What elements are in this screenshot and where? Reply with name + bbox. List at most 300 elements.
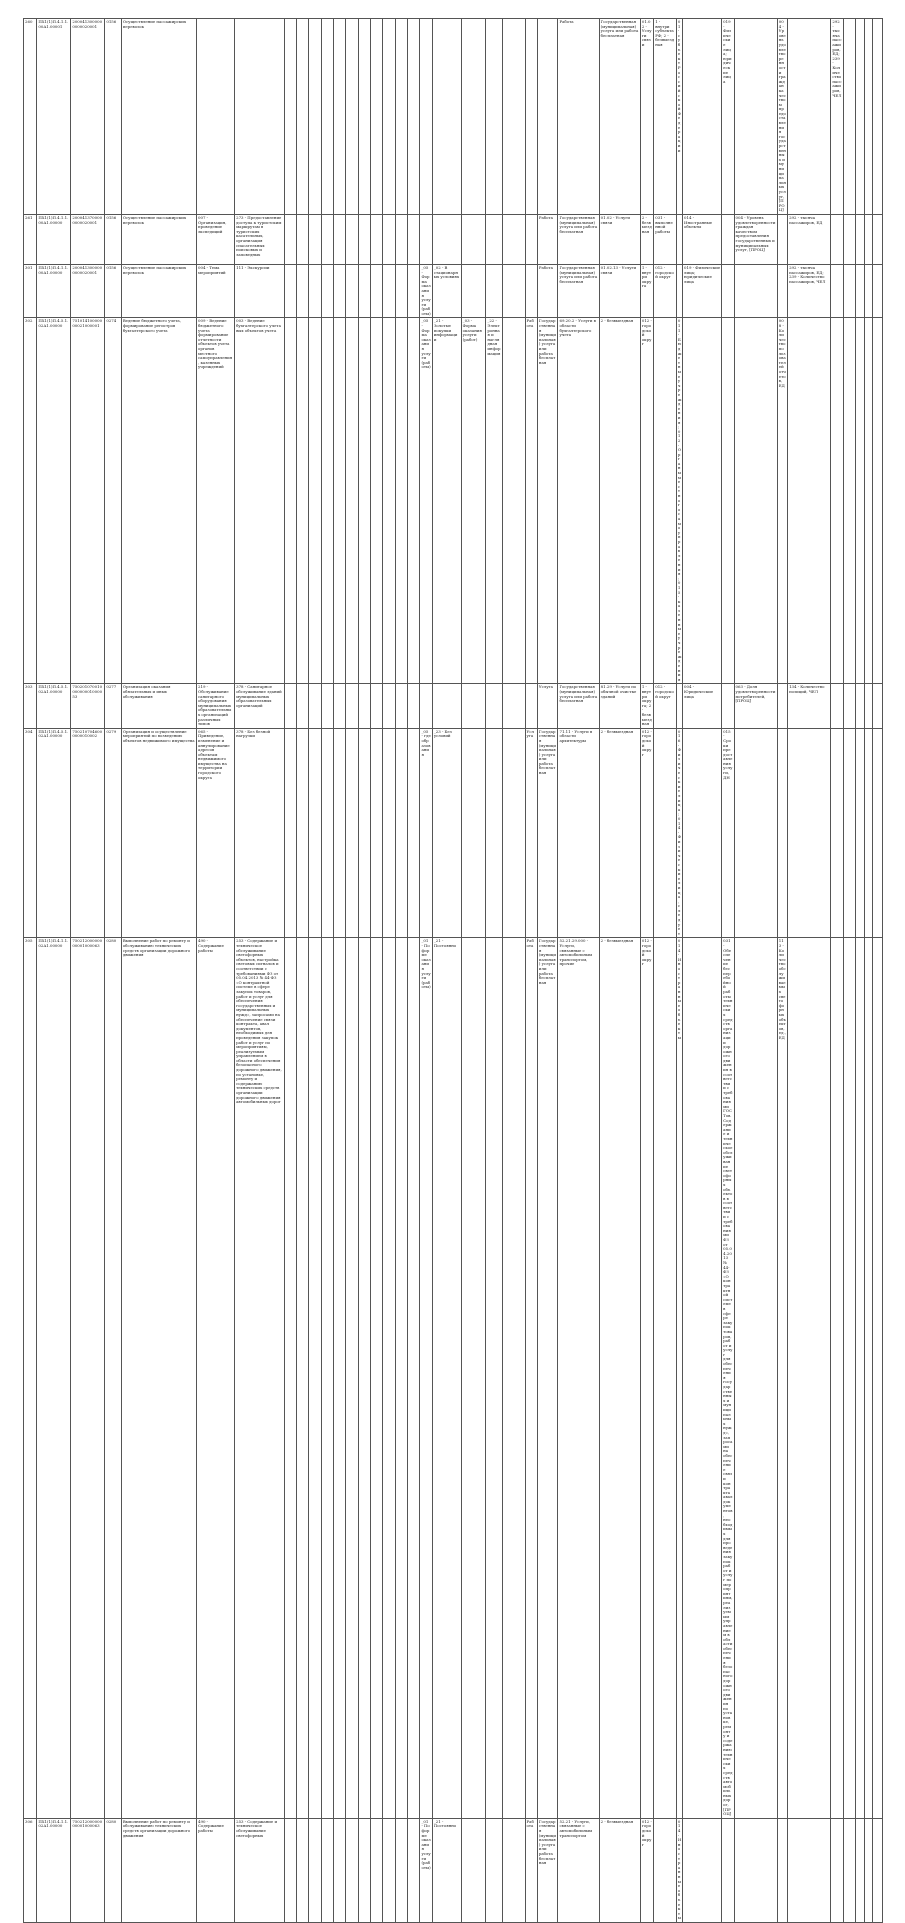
table-cell bbox=[856, 19, 865, 215]
table-cell bbox=[843, 19, 855, 215]
table-cell bbox=[865, 938, 872, 1818]
table-cell: 301 bbox=[24, 264, 37, 318]
table-cell bbox=[358, 318, 370, 684]
table-cell bbox=[872, 728, 882, 938]
table-cell bbox=[358, 938, 370, 1818]
table-cell bbox=[777, 264, 787, 318]
table-cell bbox=[865, 728, 872, 938]
table-cell bbox=[346, 684, 358, 728]
table-cell bbox=[865, 1818, 872, 1922]
table-cell bbox=[383, 318, 395, 684]
table-cell bbox=[408, 728, 420, 938]
table-cell bbox=[831, 1818, 843, 1922]
table-cell bbox=[865, 264, 872, 318]
table-cell bbox=[284, 214, 296, 264]
table-cell: 0156 bbox=[105, 19, 121, 215]
table-cell bbox=[831, 684, 843, 728]
table-cell: 0277 bbox=[105, 684, 121, 728]
table-cell bbox=[856, 938, 865, 1818]
table-cell bbox=[284, 728, 296, 938]
table-cell bbox=[284, 318, 296, 684]
table-cell bbox=[309, 318, 321, 684]
table-cell bbox=[395, 728, 407, 938]
table-cell bbox=[502, 318, 525, 684]
table-cell bbox=[486, 938, 502, 1818]
table-cell: 490 - Содержание работы bbox=[197, 938, 235, 1818]
table-cell bbox=[461, 19, 486, 215]
table-cell bbox=[525, 684, 537, 728]
table-cell bbox=[486, 264, 502, 318]
table-cell: ПХ1(1)П.4.1.1.02А1.00000 bbox=[37, 938, 71, 1818]
table-cell: Работа bbox=[558, 19, 599, 215]
table-cell bbox=[333, 728, 345, 938]
table-cell: Работа bbox=[525, 1818, 537, 1922]
table-cell bbox=[777, 1818, 787, 1922]
table-cell bbox=[722, 684, 734, 728]
table-cell bbox=[734, 728, 777, 938]
table-cell: 012 - городской округ bbox=[654, 264, 677, 318]
table-cell bbox=[525, 264, 537, 318]
table-cell bbox=[371, 19, 383, 215]
table-cell bbox=[683, 938, 722, 1818]
table-cell bbox=[872, 318, 882, 684]
table-cell bbox=[831, 264, 843, 318]
table-cell: 019 - Физические лица; юридические лица bbox=[683, 264, 722, 318]
table-cell: 012 - городской округ bbox=[640, 1818, 653, 1922]
table-cell bbox=[856, 214, 865, 264]
table-cell bbox=[722, 264, 734, 318]
table-cell: Осуществление пассажирских перевозок bbox=[121, 264, 196, 318]
table-cell bbox=[683, 1818, 722, 1922]
table-cell: 305 bbox=[24, 938, 37, 1818]
table-cell bbox=[502, 938, 525, 1818]
table-cell bbox=[872, 938, 882, 1818]
table-cell bbox=[788, 318, 831, 684]
table-cell bbox=[358, 1818, 370, 1922]
table-row bbox=[24, 728, 883, 938]
table-cell bbox=[358, 264, 370, 318]
table-cell: 012 - городской округ bbox=[640, 318, 653, 684]
table-cell bbox=[865, 214, 872, 264]
table-cell: Государственная (муниципальная) услуга или работа бесплатная bbox=[537, 938, 558, 1818]
table-cell bbox=[432, 684, 461, 728]
table-cell bbox=[321, 19, 333, 215]
table-cell bbox=[654, 728, 677, 938]
table-cell bbox=[486, 1818, 502, 1922]
table-cell bbox=[296, 318, 308, 684]
table-cell bbox=[502, 214, 525, 264]
table-cell: 012 - городской округ bbox=[654, 684, 677, 728]
table-cell: 031 - Обеспечение бесперебойной работы технических средств организации дорожного движения в соответствии с требованиями ГОСТов. Содержание и техническое обслуживание светофорных объектов в соответствии с требованиями ФЗ от 05.04.2013 № 44-ФЗ «О контрактной системе в сфере закупок товаров, работ и услуг для обеспечения государственных и муниципальных нужд», запросами на обеспечение связи контракта авал документов, необходимых для проведения закупок работ и услуг по мероприятиям, реализуемым управлением в области обеспечения безопасного дорожного движения по установке, ремонту и содержанию технических средств автомобильных дорог, [ПРОЦ] bbox=[722, 938, 734, 1818]
table-cell bbox=[777, 214, 787, 264]
table-cell: Государственная (муниципальная) услуга или работа бесплатная bbox=[558, 264, 599, 318]
table-cell bbox=[358, 19, 370, 215]
table-cell bbox=[371, 214, 383, 264]
registry-table bbox=[23, 18, 883, 1923]
table-cell bbox=[683, 318, 722, 684]
table-cell bbox=[502, 19, 525, 215]
table-cell: 007 - Организация, проведение экспедиций bbox=[197, 214, 235, 264]
table-cell bbox=[461, 728, 486, 938]
table-cell: Ведение бюджетного учета, формирование регистров бухгалтерского учета bbox=[121, 318, 196, 684]
table-cell: ПХ1(1)П.4.1.1.00А1.00000 bbox=[37, 214, 71, 264]
table-cell bbox=[865, 684, 872, 728]
table-cell bbox=[321, 938, 333, 1818]
table-cell bbox=[461, 1818, 486, 1922]
table-cell bbox=[284, 1818, 296, 1922]
table-cell: 2 - безвыездная bbox=[599, 1818, 640, 1922]
table-cell: 52.21.29.000 - Услуги, связанные с автомобильным транспортом, прочие bbox=[558, 938, 599, 1818]
table-cell bbox=[346, 318, 358, 684]
table-cell: 292 - тысяча пассажиров, ЕД; 239 - Количество пассажиров, ЧЕЛ bbox=[788, 264, 831, 318]
table-cell: 1 - внутри округа bbox=[640, 264, 653, 318]
table-cell bbox=[395, 264, 407, 318]
table-cell bbox=[683, 728, 722, 938]
table-cell bbox=[865, 318, 872, 684]
table-cell bbox=[395, 318, 407, 684]
table-cell: 014 - Иностранные объекты bbox=[676, 938, 682, 1818]
table-cell: Государственная (муниципальная) услуга или работа бесплатная bbox=[599, 19, 640, 215]
table-cell bbox=[371, 938, 383, 1818]
table-cell: 292 - тысяча пассажиров, ЕД; 239 - Количество пассажиров, ЧЕЛ bbox=[831, 19, 843, 215]
table-cell: _01 - По форме оказания услуги (работы) bbox=[420, 938, 432, 1818]
table-cell: Работа bbox=[525, 318, 537, 684]
table-cell bbox=[872, 19, 882, 215]
table-cell bbox=[777, 728, 787, 938]
table-cell bbox=[371, 684, 383, 728]
table-cell: 0279 bbox=[105, 728, 121, 938]
table-cell: 004 - Юридические лица bbox=[683, 684, 722, 728]
table-row bbox=[24, 318, 883, 684]
table-cell bbox=[831, 318, 843, 684]
table-cell bbox=[420, 19, 432, 215]
table-cell: Государственная (муниципальная) услуга или работа бесплатная bbox=[558, 214, 599, 264]
table-cell bbox=[872, 214, 882, 264]
table-cell bbox=[383, 684, 395, 728]
table-cell: 253 - Содержание и техническое обслуживание светофорных объектов, настройка световых сигналов и соответствии с требованиями ФЗ от 05.04.2013 № 44-ФЗ «О контрактной системе в сфере закупок товаров, работ и услуг для обеспечения государственных и муниципальных нужд», запросами на обеспечение связи контракта, авал документов, необходимых для проведения закупок работ и услуг по мероприятиям, реализуемым управлением в области обеспечения безопасного дорожного движения, по установке, ремонту и содержанию технических средств организации дорожного движения автомобильных дорог bbox=[235, 938, 284, 1818]
table-cell: 063 - Доля удовлетворенности потребителей, [ПРОЦ] bbox=[734, 684, 777, 728]
table-cell bbox=[296, 728, 308, 938]
table-cell bbox=[788, 19, 831, 215]
table-cell: Работа bbox=[537, 264, 558, 318]
table-cell bbox=[722, 214, 734, 264]
table-cell bbox=[502, 728, 525, 938]
table-cell bbox=[734, 264, 777, 318]
table-cell: Государственная (муниципальная) услуга или работа бесплатная bbox=[537, 1818, 558, 1922]
table-cell: 71.11 - Услуги в области архитектуры bbox=[558, 728, 599, 938]
table-cell bbox=[383, 214, 395, 264]
table-cell bbox=[346, 19, 358, 215]
table-cell: 273 - Предоставление доступа к туристским маршрутам в туристских касательных, организация спасательных поисковых и заповедных bbox=[235, 214, 284, 264]
table-cell: 009 - Ведение бюджетного учета формирование отчетности объектов учета органов местного самоуправления, казенных учреждений bbox=[197, 318, 235, 684]
table-cell: 260 bbox=[24, 19, 37, 215]
table-cell bbox=[296, 264, 308, 318]
table-cell bbox=[346, 214, 358, 264]
table-cell bbox=[346, 938, 358, 1818]
table-cell bbox=[788, 938, 831, 1818]
table-cell: 015 - Сроки предоставления услуги, ДН bbox=[722, 728, 734, 938]
table-cell: 304 bbox=[24, 728, 37, 938]
table-cell bbox=[461, 684, 486, 728]
table-cell bbox=[333, 1818, 345, 1922]
table-cell bbox=[333, 264, 345, 318]
table-cell: 134 - Количество позиций, ЧЕЛ bbox=[788, 684, 831, 728]
table-cell bbox=[525, 19, 537, 215]
table-cell bbox=[872, 684, 882, 728]
table-cell bbox=[408, 19, 420, 215]
table-cell bbox=[843, 214, 855, 264]
table-cell: 004 - Тема мероприятий bbox=[197, 264, 235, 318]
table-cell bbox=[683, 19, 722, 215]
table-row bbox=[24, 938, 883, 1818]
table-cell: 2 - безвыездная bbox=[599, 938, 640, 1818]
table-cell bbox=[525, 214, 537, 264]
table-cell: Осуществление пассажирских перевозок bbox=[121, 19, 196, 215]
table-row bbox=[24, 264, 883, 318]
table-cell: 111 - Экскурсии bbox=[235, 264, 284, 318]
table-cell bbox=[856, 264, 865, 318]
table-cell bbox=[843, 938, 855, 1818]
table-cell bbox=[333, 938, 345, 1818]
table-cell: ПХ1(1)П.4.1.1.02А1.00000 bbox=[37, 1818, 71, 1922]
table-cell bbox=[788, 1818, 831, 1922]
table-cell: 0280 bbox=[105, 938, 121, 1818]
table-cell bbox=[831, 214, 843, 264]
table-cell: 008 - Количество пользователей отчетов, ЕД bbox=[777, 318, 787, 684]
table-cell: _23 - Без условий bbox=[432, 728, 461, 938]
table-cell bbox=[537, 19, 558, 215]
table-cell bbox=[284, 264, 296, 318]
table-cell: Услуга bbox=[525, 728, 537, 938]
table-cell: _02 - В стационарных условиях bbox=[432, 264, 461, 318]
table-cell: 004 - Уровень удовлетворенности граждан качеством предоставления государственных и муниципальных услуг, [ПРОЦ] bbox=[734, 214, 777, 264]
table-cell bbox=[856, 1818, 865, 1922]
table-cell bbox=[333, 684, 345, 728]
table-cell bbox=[502, 684, 525, 728]
table-cell bbox=[843, 684, 855, 728]
table-cell bbox=[831, 938, 843, 1818]
table-cell bbox=[654, 938, 677, 1818]
table-cell: 302 bbox=[24, 318, 37, 684]
table-cell bbox=[486, 19, 502, 215]
table-cell bbox=[235, 19, 284, 215]
table-cell: 0280 bbox=[105, 1818, 121, 1922]
table-cell bbox=[309, 684, 321, 728]
table-cell: Выполнение работ по ремонту и обслуживанию технических средств организации дорожного движения bbox=[121, 1818, 196, 1922]
table-cell: ПХ1(1)П.4.1.1.00А1.00001 bbox=[37, 19, 71, 215]
table-cell: 2 - безвыездная bbox=[599, 728, 640, 938]
table-cell bbox=[502, 1818, 525, 1922]
table-cell bbox=[420, 214, 432, 264]
table-cell: Осуществление пассажирских перевозок bbox=[121, 214, 196, 264]
table-cell: ПХ1(1)П.4.1.1.00А1.00000 bbox=[37, 264, 71, 318]
table-cell: _21 - Золотые покупки информации bbox=[432, 318, 461, 684]
table-cell bbox=[296, 19, 308, 215]
table-cell bbox=[408, 264, 420, 318]
table-cell: 2000413000000000020001 bbox=[71, 19, 105, 215]
table-cell: 012 - городской округ bbox=[640, 728, 653, 938]
table-cell bbox=[284, 684, 296, 728]
table-cell bbox=[371, 264, 383, 318]
table-cell bbox=[408, 684, 420, 728]
table-cell: Работа bbox=[537, 214, 558, 264]
table-cell: 69.20.2 - Услуги в области бухгалтерского учета bbox=[558, 318, 599, 684]
table-cell: 75021200000000001000063 bbox=[71, 938, 105, 1818]
table-cell: 031 - выполненной работы bbox=[654, 214, 677, 264]
table-cell bbox=[654, 318, 677, 684]
table-cell: 0274 bbox=[105, 318, 121, 684]
table-cell bbox=[395, 214, 407, 264]
table-cell bbox=[321, 214, 333, 264]
table-cell bbox=[872, 264, 882, 318]
table-cell bbox=[408, 1818, 420, 1922]
table-cell bbox=[395, 684, 407, 728]
table-cell bbox=[408, 214, 420, 264]
table-cell bbox=[371, 318, 383, 684]
table-cell bbox=[777, 684, 787, 728]
table-cell bbox=[843, 264, 855, 318]
table-cell bbox=[486, 728, 502, 938]
table-cell bbox=[333, 214, 345, 264]
table-cell bbox=[843, 318, 855, 684]
table-cell: 01.02.13 - Услуги связи bbox=[599, 264, 640, 318]
table-cell bbox=[461, 214, 486, 264]
table-cell: 014 - Иностранные объекты bbox=[683, 214, 722, 264]
table-cell bbox=[358, 728, 370, 938]
table-cell: ПХ1(1)П.4.5.1.02А1.00000 bbox=[37, 684, 71, 728]
table-cell bbox=[408, 938, 420, 1818]
table-cell bbox=[309, 1818, 321, 1922]
table-cell bbox=[383, 728, 395, 938]
table-cell bbox=[395, 19, 407, 215]
table-cell bbox=[722, 1818, 734, 1922]
table-cell: 012 - городской округ bbox=[640, 938, 653, 1818]
table-cell bbox=[296, 684, 308, 728]
table-cell bbox=[309, 214, 321, 264]
table-cell bbox=[383, 19, 395, 215]
table-cell bbox=[872, 1818, 882, 1922]
table-cell bbox=[856, 318, 865, 684]
table-cell: _05 - Форма оказания услуги (работы) bbox=[420, 264, 432, 318]
table-cell: 81.29 - Услуги по обычной очистке зданий bbox=[599, 684, 640, 728]
table-cell bbox=[843, 1818, 855, 1922]
table-cell bbox=[358, 214, 370, 264]
table-cell: 01.02 - Услуги связи bbox=[599, 214, 640, 264]
table-cell bbox=[333, 318, 345, 684]
table-cell bbox=[788, 728, 831, 938]
table-cell: 113 - Количество обслуживаемых светофорных объектов, ед., ЕД bbox=[777, 938, 787, 1818]
table-cell: 75101410000000021000001 bbox=[71, 318, 105, 684]
table-cell bbox=[461, 938, 486, 1818]
table-cell: 378 - Без безной нагрузки bbox=[235, 728, 284, 938]
table-cell: 219 - Обслуживание санитарного оборудования муниципальных образовательных организаций различных типов bbox=[197, 684, 235, 728]
table-cell bbox=[321, 264, 333, 318]
table-cell: 004 - Уровень удовлетворенности граждан качеством предоставления государственных и муниципальных услуг, [ПРОЦ] bbox=[777, 19, 787, 215]
table-cell: Организация и осуществление мероприятий по возведению объектов недвижимого имущества bbox=[121, 728, 196, 938]
table-cell bbox=[432, 214, 461, 264]
table-cell bbox=[734, 938, 777, 1818]
table-cell: 0156 bbox=[105, 214, 121, 264]
table-cell bbox=[309, 19, 321, 215]
table-cell bbox=[383, 1818, 395, 1922]
table-cell bbox=[734, 318, 777, 684]
table-row bbox=[24, 214, 883, 264]
table-cell bbox=[395, 1818, 407, 1922]
table-cell bbox=[461, 264, 486, 318]
table-cell: 2 - безвыездная bbox=[599, 318, 640, 684]
table-cell bbox=[486, 214, 502, 264]
table-cell: 011 - Бюджетные учреждения; 012 - Органы местного самоуправления; 015 - казенные учреждения bbox=[676, 318, 682, 684]
table-cell bbox=[486, 684, 502, 728]
table-cell: 01.02 - Услуги связи bbox=[640, 19, 653, 215]
table-cell: 378 - Санитарное обслуживание зданий муниципальных образовательных организаций bbox=[235, 684, 284, 728]
table-cell: _21 - Постоянно bbox=[432, 1818, 461, 1922]
table-cell: 2 - безвыездная bbox=[640, 214, 653, 264]
table-cell bbox=[197, 19, 235, 215]
table-row bbox=[24, 1818, 883, 1922]
table-cell bbox=[346, 728, 358, 938]
table-cell: 306 bbox=[24, 1818, 37, 1922]
table-cell: 01 - субъект Российской Федерации bbox=[676, 19, 682, 215]
table-cell bbox=[408, 318, 420, 684]
table-row bbox=[24, 684, 883, 728]
table-cell bbox=[321, 728, 333, 938]
table-cell: _05 - где образования bbox=[420, 728, 432, 938]
table-cell: ПХ1(1)П.4.5.1.02А1.00000 bbox=[37, 318, 71, 684]
table-cell bbox=[654, 1818, 677, 1922]
table-cell: 014 - Иностранные объекты bbox=[676, 1818, 682, 1922]
table-cell bbox=[420, 684, 432, 728]
table-cell: 75020107001000000001000053 bbox=[71, 684, 105, 728]
table-cell: Государственная (муниципальная) услуга или работа бесплатная bbox=[558, 684, 599, 728]
table-row bbox=[24, 19, 883, 215]
table-cell: Выполнение работ по ремонту и обслуживанию технических средств организации дорожного движения bbox=[121, 938, 196, 1818]
table-cell bbox=[296, 1818, 308, 1922]
table-cell: 1 - внутри округа; 2 - безвыездная bbox=[640, 684, 653, 728]
table-cell bbox=[321, 318, 333, 684]
table-cell bbox=[284, 938, 296, 1818]
table-cell bbox=[309, 264, 321, 318]
table-cell bbox=[284, 19, 296, 215]
table-cell: Организация оказания обязательных и иных обслуживания bbox=[121, 684, 196, 728]
table-cell bbox=[296, 938, 308, 1818]
table-cell: 016 - Физические лица; 014 - Физические лица, следует bbox=[676, 728, 682, 938]
table-cell bbox=[843, 728, 855, 938]
table-cell bbox=[309, 728, 321, 938]
table-cell bbox=[734, 1818, 777, 1922]
table-cell bbox=[371, 1818, 383, 1922]
table-cell bbox=[722, 318, 734, 684]
table-cell: Работа bbox=[525, 938, 537, 1818]
table-cell: Государственная (муниципальная) услуга или работа бесплатная bbox=[537, 728, 558, 938]
table-cell: 261 bbox=[24, 214, 37, 264]
table-cell: 253 - Содержание и техническое обслуживание светофорных bbox=[235, 1818, 284, 1922]
table-cell bbox=[321, 684, 333, 728]
table-cell bbox=[856, 728, 865, 938]
table-cell bbox=[831, 728, 843, 938]
table-cell bbox=[296, 214, 308, 264]
table-cell: _22 - Электронная и наглядная информация bbox=[486, 318, 502, 684]
table-cell bbox=[371, 728, 383, 938]
table-cell: 2000413700000000020001 bbox=[71, 214, 105, 264]
table-cell: 1 - внутри субъекта РФ; 2 - безвыездная bbox=[654, 19, 677, 215]
table-cell: 003 - Ведение бухгалтерского учета вых объектов учета bbox=[235, 318, 284, 684]
table-cell: _05 - Форма оказания услуги (работы) bbox=[420, 318, 432, 684]
table-cell: _03 - Форма оказания услуги (работ) bbox=[461, 318, 486, 684]
table-cell bbox=[865, 19, 872, 215]
table-cell: 75021200000000001000063 bbox=[71, 1818, 105, 1922]
table-cell bbox=[346, 1818, 358, 1922]
